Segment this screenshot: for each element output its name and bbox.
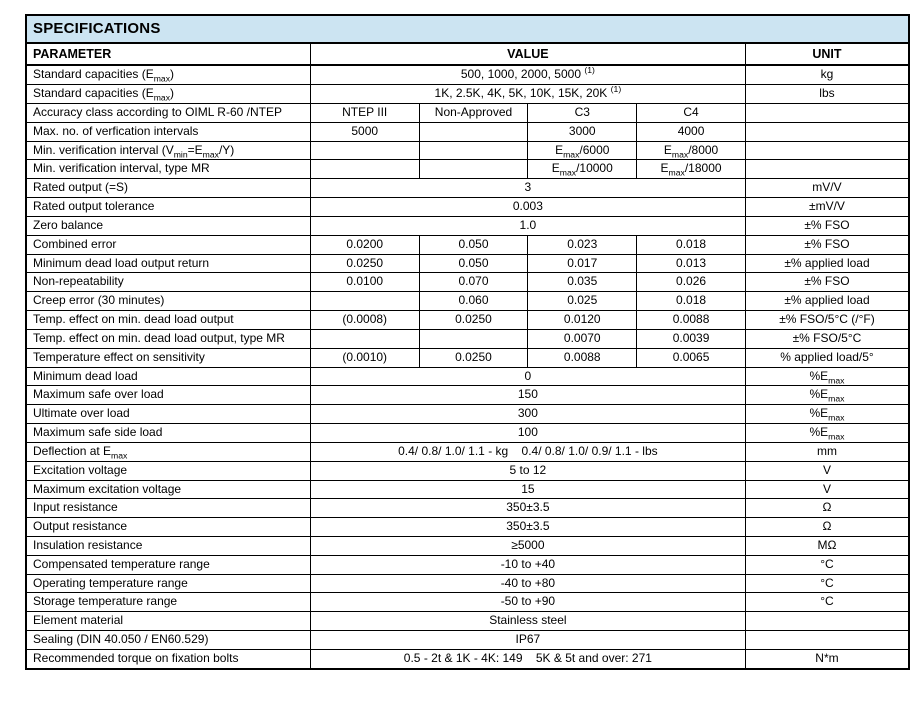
unit-cell [745, 103, 909, 122]
parameter-cell: Rated output tolerance [26, 198, 310, 217]
table-row [26, 424, 909, 443]
unit-cell: ±% FSO [745, 273, 909, 292]
value-cell: 0.0088 [637, 311, 746, 330]
table-row [26, 480, 909, 499]
page-title: SPECIFICATIONS [26, 15, 909, 43]
value-cell: 0.018 [637, 235, 746, 254]
unit-cell: ±% FSO/5°C (/°F) [745, 311, 909, 330]
unit-cell: N*m [745, 649, 909, 668]
value-cell: 0.0070 [528, 329, 637, 348]
unit-cell: V [745, 461, 909, 480]
value-cell: 4000 [637, 122, 746, 141]
value-cell: 0.060 [419, 292, 528, 311]
parameter-cell: Creep error (30 minutes) [26, 292, 310, 311]
value-cell: 350±3.5 [310, 518, 745, 537]
value-cell: -10 to +40 [310, 555, 745, 574]
value-cell: 0.0065 [637, 348, 746, 367]
column-header-unit: UNIT [745, 43, 909, 66]
table-row [26, 179, 909, 198]
parameter-cell: Storage temperature range [26, 593, 310, 612]
value-cell: 0.0250 [419, 348, 528, 367]
parameter-cell: Insulation resistance [26, 537, 310, 556]
parameter-cell: Ultimate over load [26, 405, 310, 424]
value-cell: 1.0 [310, 216, 745, 235]
unit-cell: lbs [745, 85, 909, 104]
table-row [26, 612, 909, 631]
parameter-cell: Sealing (DIN 40.050 / EN60.529) [26, 631, 310, 650]
table-row [26, 141, 909, 160]
value-cell: 3000 [528, 122, 637, 141]
value-cell: 0.0088 [528, 348, 637, 367]
value-cell: 0.0200 [310, 235, 419, 254]
value-cell: C4 [637, 103, 746, 122]
value-cell: 0.0250 [310, 254, 419, 273]
parameter-cell: Input resistance [26, 499, 310, 518]
table-row [26, 122, 909, 141]
unit-cell: °C [745, 555, 909, 574]
parameter-cell: Minimum dead load [26, 367, 310, 386]
value-cell: -50 to +90 [310, 593, 745, 612]
parameter-cell: Zero balance [26, 216, 310, 235]
value-cell: 0.003 [310, 198, 745, 217]
unit-cell [745, 141, 909, 160]
value-cell [419, 141, 528, 160]
value-cell: 0.013 [637, 254, 746, 273]
value-cell: 100 [310, 424, 745, 443]
unit-cell: ±% applied load [745, 254, 909, 273]
unit-cell: $\%E_{max}$ [745, 405, 909, 424]
value-cell: 350±3.5 [310, 499, 745, 518]
value-cell: 0.050 [419, 235, 528, 254]
unit-cell: kg [745, 65, 909, 84]
table-row [26, 631, 909, 650]
value-cell: 0.070 [419, 273, 528, 292]
value-cell [419, 160, 528, 179]
value-cell: 0.0250 [419, 311, 528, 330]
table-row [26, 555, 909, 574]
value-cell: $E_{max}/10000$ [528, 160, 637, 179]
unit-cell: MΩ [745, 537, 909, 556]
unit-cell: mm [745, 442, 909, 461]
value-cell: NTEP III [310, 103, 419, 122]
table-row [26, 254, 909, 273]
unit-cell: $\%E_{max}$ [745, 424, 909, 443]
table-row [26, 367, 909, 386]
unit-cell: ±% FSO [745, 216, 909, 235]
value-cell: (0.0008) [310, 311, 419, 330]
table-row [26, 65, 909, 84]
value-cell: 0.017 [528, 254, 637, 273]
table-row [26, 574, 909, 593]
value-cell: 0.4/ 0.8/ 1.0/ 1.1 - kg 0.4/ 0.8/ 1.0/ 0.9/ 1.1 - lbs [310, 442, 745, 461]
value-cell: (0.0010) [310, 348, 419, 367]
parameter-cell: Combined error [26, 235, 310, 254]
unit-cell [745, 122, 909, 141]
value-cell: -40 to +80 [310, 574, 745, 593]
specifications-table [25, 14, 910, 670]
table-row [26, 593, 909, 612]
value-cell: 0.025 [528, 292, 637, 311]
value-cell [310, 160, 419, 179]
unit-cell: ±mV/V [745, 198, 909, 217]
value-cell: 0.0100 [310, 273, 419, 292]
value-cell: IP67 [310, 631, 745, 650]
unit-cell: Ω [745, 518, 909, 537]
parameter-cell: Maximum excitation voltage [26, 480, 310, 499]
parameter-cell: Min. verification interval, type MR [26, 160, 310, 179]
parameter-cell: Accuracy class according to OIML R-60 /NTEP [26, 103, 310, 122]
parameter-cell: Deflection at $E_{max}$ [26, 442, 310, 461]
table-header-row [26, 43, 909, 66]
value-cell [310, 329, 419, 348]
unit-cell: Ω [745, 499, 909, 518]
value-cell: 0.026 [637, 273, 746, 292]
value-cell: 300 [310, 405, 745, 424]
value-cell: 0.0120 [528, 311, 637, 330]
value-cell: 0.035 [528, 273, 637, 292]
parameter-cell: Min. verification interval $(V_{min}=E_{max}/Y)$ [26, 141, 310, 160]
value-cell: 0.023 [528, 235, 637, 254]
parameter-cell: Temp. effect on min. dead load output, type MR [26, 329, 310, 348]
value-cell: 3 [310, 179, 745, 198]
unit-cell [745, 631, 909, 650]
unit-cell: ±% FSO [745, 235, 909, 254]
value-cell: 0.018 [637, 292, 746, 311]
value-cell: 500, 1000, 2000, 5000 $^{(1)}$ [310, 65, 745, 84]
unit-cell [745, 160, 909, 179]
table-row [26, 160, 909, 179]
parameter-cell: Maximum safe over load [26, 386, 310, 405]
parameter-cell: Compensated temperature range [26, 555, 310, 574]
spec-table-body [26, 65, 909, 669]
table-row [26, 216, 909, 235]
value-cell [310, 292, 419, 311]
table-row [26, 198, 909, 217]
column-header-value: VALUE [310, 43, 745, 66]
value-cell [419, 329, 528, 348]
unit-cell: V [745, 480, 909, 499]
parameter-cell: Temperature effect on sensitivity [26, 348, 310, 367]
unit-cell [745, 612, 909, 631]
unit-cell: $\%E_{max}$ [745, 386, 909, 405]
table-row [26, 273, 909, 292]
parameter-cell: Output resistance [26, 518, 310, 537]
value-cell: 0 [310, 367, 745, 386]
value-cell: Non-Approved [419, 103, 528, 122]
parameter-cell: Max. no. of verfication intervals [26, 122, 310, 141]
table-row [26, 348, 909, 367]
value-cell: ≥5000 [310, 537, 745, 556]
table-row [26, 461, 909, 480]
value-cell: 0.0039 [637, 329, 746, 348]
unit-cell: mV/V [745, 179, 909, 198]
unit-cell: $\%E_{max}$ [745, 367, 909, 386]
table-row [26, 292, 909, 311]
parameter-cell: Operating temperature range [26, 574, 310, 593]
table-row [26, 235, 909, 254]
parameter-cell: Recommended torque on fixation bolts [26, 649, 310, 668]
parameter-cell: Standard capacities $(E_{max})$ [26, 85, 310, 104]
table-row [26, 499, 909, 518]
table-row [26, 649, 909, 668]
table-row [26, 103, 909, 122]
parameter-cell: Element material [26, 612, 310, 631]
unit-cell: % applied load/5° [745, 348, 909, 367]
value-cell: $E_{max}/6000$ [528, 141, 637, 160]
table-row [26, 442, 909, 461]
table-row [26, 386, 909, 405]
value-cell: $E_{max}/18000$ [637, 160, 746, 179]
table-row [26, 405, 909, 424]
parameter-cell: Standard capacities $(E_{max})$ [26, 65, 310, 84]
unit-cell: ±% FSO/5°C [745, 329, 909, 348]
parameter-cell: Temp. effect on min. dead load output [26, 311, 310, 330]
unit-cell: °C [745, 574, 909, 593]
table-row [26, 518, 909, 537]
value-cell: 5 to 12 [310, 461, 745, 480]
value-cell: 0.050 [419, 254, 528, 273]
value-cell: 1K, 2.5K, 4K, 5K, 10K, 15K, 20K $^{(1)}$ [310, 85, 745, 104]
table-row [26, 85, 909, 104]
table-row [26, 311, 909, 330]
value-cell: Stainless steel [310, 612, 745, 631]
value-cell: 15 [310, 480, 745, 499]
value-cell [310, 141, 419, 160]
table-row [26, 537, 909, 556]
table-title-row [26, 15, 909, 43]
value-cell: C3 [528, 103, 637, 122]
parameter-cell: Excitation voltage [26, 461, 310, 480]
unit-cell: °C [745, 593, 909, 612]
table-row [26, 329, 909, 348]
parameter-cell: Non-repeatability [26, 273, 310, 292]
value-cell: 0.5 - 2t & 1K - 4K: 149 5K & 5t and over: 271 [310, 649, 745, 668]
value-cell: 5000 [310, 122, 419, 141]
value-cell: 150 [310, 386, 745, 405]
parameter-cell: Maximum safe side load [26, 424, 310, 443]
unit-cell: ±% applied load [745, 292, 909, 311]
parameter-cell: Minimum dead load output return [26, 254, 310, 273]
value-cell: $E_{max}/8000$ [637, 141, 746, 160]
parameter-cell: Rated output (=S) [26, 179, 310, 198]
value-cell [419, 122, 528, 141]
column-header-parameter: PARAMETER [26, 43, 310, 66]
